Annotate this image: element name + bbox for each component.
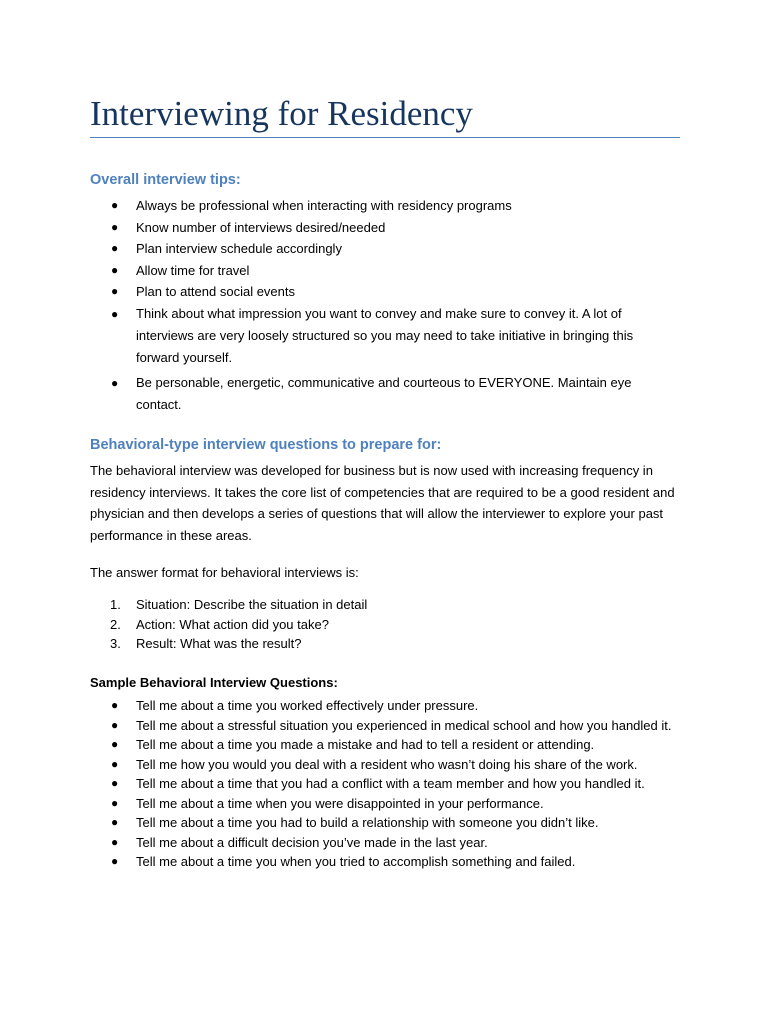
bullet-icon: ● xyxy=(111,306,119,321)
step-text: Action: What action did you take? xyxy=(136,616,329,632)
list-item xyxy=(90,735,680,755)
question-text: Tell me about a time that you had a conflict with a team member and how you handled it. xyxy=(136,776,645,791)
step-number: 2. xyxy=(110,616,121,632)
overall-tips-list xyxy=(90,195,680,419)
list-item xyxy=(90,833,680,853)
bullet-icon: ● xyxy=(111,698,119,712)
question-text: Tell me about a stressful situation you experienced in medical school and how you handled it. xyxy=(136,717,672,733)
question-text: Tell me about a time you worked effectively under pressure. xyxy=(136,698,479,713)
question-text: Tell me about a time when you were disappointed in your performance. xyxy=(136,795,544,811)
list-item xyxy=(90,195,680,217)
bullet-icon: ● xyxy=(111,375,119,390)
section-heading-overall-tips: Overall interview tips: xyxy=(90,172,241,188)
answer-format-paragraph: The answer format for behavioral interviews is: xyxy=(90,565,359,580)
list-item xyxy=(90,595,680,615)
sample-questions-list xyxy=(90,696,680,872)
section-heading-behavioral: Behavioral-type interview questions to prepare for: xyxy=(90,437,442,453)
list-item xyxy=(90,615,680,635)
behavioral-intro-paragraph: The behavioral interview was developed for business but is now used with increasing frequency in residency interviews. It takes the core list of competencies that are required to be a good resident and physician and then develops a series of questions that will allow the interviewer to explore your past performance in these areas. xyxy=(90,463,675,544)
bullet-icon: ● xyxy=(111,262,119,277)
list-item xyxy=(90,634,680,654)
step-number: 1. xyxy=(110,597,121,612)
list-item xyxy=(90,281,680,303)
bullet-icon: ● xyxy=(111,284,119,298)
list-item-text: Think about what impression you want to convey and make sure to convey it. A lot of interviews are very loosely structured so you may need to take initiative in bringing this forward yourself. xyxy=(136,305,634,365)
bullet-icon: ● xyxy=(111,198,119,212)
step-number: 3. xyxy=(110,636,121,651)
list-item xyxy=(90,238,680,260)
bullet-icon: ● xyxy=(111,219,119,234)
question-text: Tell me about a time you had to build a relationship with someone you didn’t like. xyxy=(136,815,599,830)
list-item xyxy=(90,755,680,775)
list-item xyxy=(90,716,680,736)
question-text: Tell me about a time you when you tried to accomplish something and failed. xyxy=(136,854,576,869)
bullet-icon: ● xyxy=(111,834,119,849)
list-item xyxy=(90,260,680,282)
bullet-icon: ● xyxy=(111,795,119,810)
list-item-text: Plan interview schedule accordingly xyxy=(136,241,342,256)
bullet-icon: ● xyxy=(111,756,119,771)
list-item-text: Know number of interviews desired/needed xyxy=(136,219,386,235)
list-item-text: Plan to attend social events xyxy=(136,284,295,299)
list-item xyxy=(90,372,680,416)
title-underline-rule xyxy=(90,137,680,138)
list-item xyxy=(90,774,680,794)
list-item xyxy=(90,303,680,369)
question-text: Tell me how you would you deal with a resident who wasn’t doing his share of the work. xyxy=(136,756,638,772)
list-item-text: Always be professional when interacting with residency programs xyxy=(136,198,512,213)
answer-format-steps xyxy=(90,595,680,654)
step-text: Result: What was the result? xyxy=(136,636,302,651)
document-title: Interviewing for Residency xyxy=(90,94,473,133)
bullet-icon: ● xyxy=(111,776,119,790)
bullet-icon: ● xyxy=(111,854,119,868)
question-text: Tell me about a time you made a mistake and had to tell a resident or attending. xyxy=(136,737,595,752)
list-item xyxy=(90,813,680,833)
sample-questions-label: Sample Behavioral Interview Questions: xyxy=(90,675,338,690)
list-item-text: Be personable, energetic, communicative and courteous to EVERYONE. Maintain eye contact. xyxy=(136,374,632,412)
list-item xyxy=(90,794,680,814)
question-text: Tell me about a difficult decision you’ve made in the last year. xyxy=(136,834,488,850)
bullet-icon: ● xyxy=(111,241,119,255)
list-item xyxy=(90,217,680,239)
list-item xyxy=(90,852,680,872)
bullet-icon: ● xyxy=(111,717,119,732)
bullet-icon: ● xyxy=(111,815,119,829)
step-text: Situation: Describe the situation in detail xyxy=(136,597,368,612)
bullet-icon: ● xyxy=(111,737,119,751)
list-item xyxy=(90,696,680,716)
list-item-text: Allow time for travel xyxy=(136,262,250,278)
